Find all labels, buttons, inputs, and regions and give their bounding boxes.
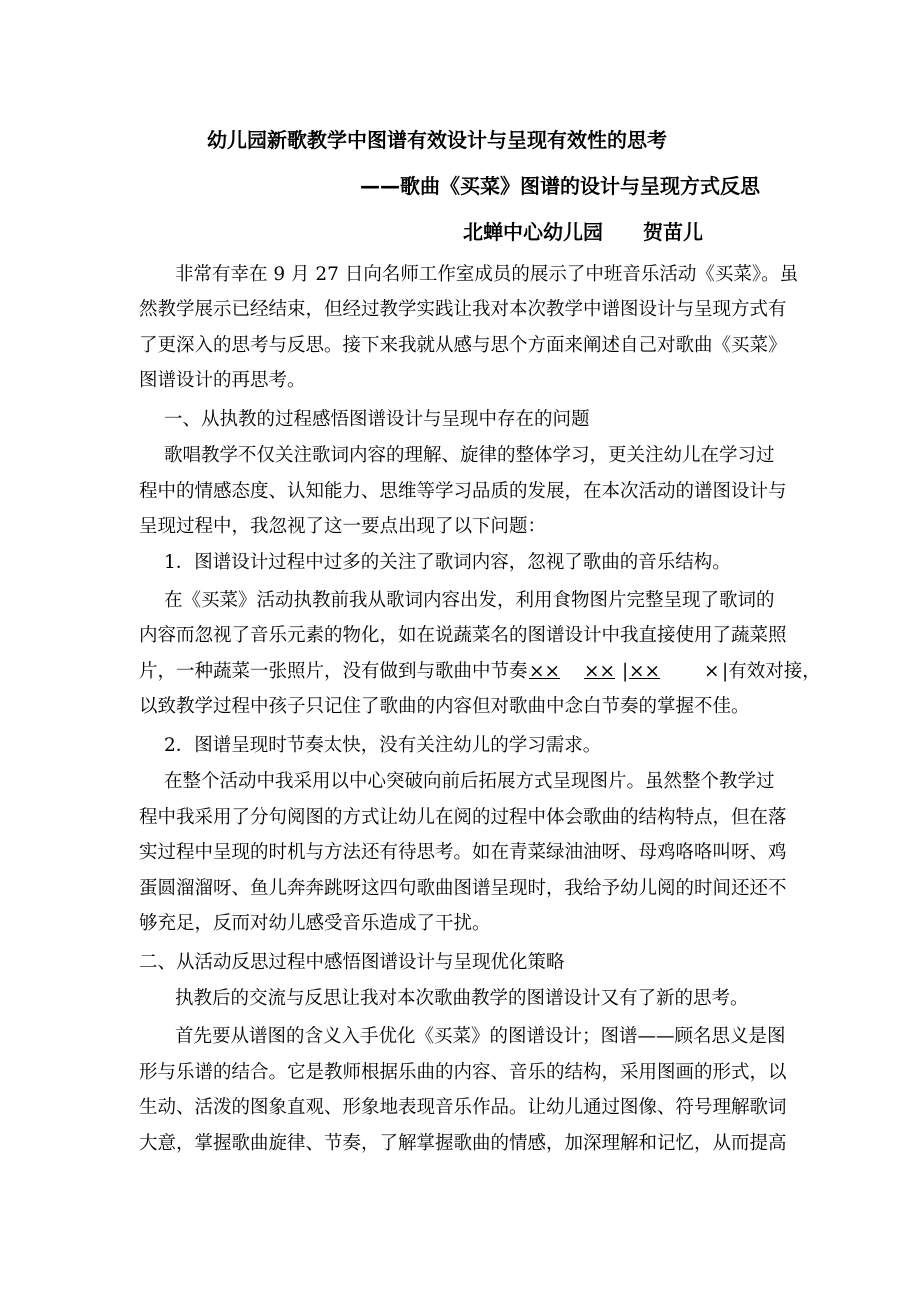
- paragraph-line: |有效对接，: [722, 661, 821, 682]
- paragraph-line: 了更深入的思考与反思。接下来我就从感与思个方面来阐述自己对歌曲《买菜》: [139, 335, 787, 356]
- paragraph-line: 程中的情感态度、认知能力、思维等学习品质的发展，在本次活动的谱图设计与: [139, 481, 787, 502]
- bar-line: |: [622, 661, 629, 682]
- paragraph-line: 形与乐谱的结合。它是教师根据乐曲的内容、音乐的结构，采用图画的形式，以: [139, 1062, 787, 1083]
- paragraph-line: 呈现过程中，我忽视了这一要点出现了以下问题：: [139, 516, 547, 537]
- paragraph-line: 实过程中呈现的时机与方法还有待思考。如在青菜绿油油呀、母鸡咯咯叫呀、鸡: [139, 842, 787, 863]
- paragraph-line: 非常有幸在 9 月 27 日向名师工作室成员的展示了中班音乐活动《买菜》。虽: [175, 264, 799, 285]
- rhythm-notation: ××: [629, 661, 661, 682]
- paragraph-line: 内容而忽视了音乐元素的物化，如在说蔬菜名的图谱设计中我直接使用了蔬菜照: [139, 625, 787, 646]
- paragraph-line: 生动、活泼的图象直观、形象地表现音乐作品。让幼儿通过图像、符号理解歌词: [139, 1097, 787, 1118]
- paragraph-line: 片，一种蔬菜一张照片，没有做到与歌曲中节奏: [139, 661, 528, 682]
- section-heading: 一、从执教的过程感悟图谱设计与呈现中存在的问题: [164, 409, 590, 430]
- rhythm-notation: ××: [584, 661, 616, 682]
- paragraph-line: 以致教学过程中孩子只记住了歌曲的内容但对歌曲中念白节奏的掌握不佳。: [139, 696, 750, 717]
- paragraph-line: 程中我采用了分句阅图的方式让幼儿在阅的过程中体会歌曲的结构特点，但在落: [139, 807, 787, 828]
- rhythm-notation: ×: [704, 661, 720, 682]
- list-item: 2．图谱呈现时节奏太快，没有关注幼儿的学习需求。: [164, 735, 602, 756]
- list-item: 1．图谱设计过程中过多的关注了歌词内容，忽视了歌曲的音乐结构。: [164, 552, 731, 573]
- paragraph-line: 执教后的交流与反思让我对本次歌曲教学的图谱设计又有了新的思考。: [175, 988, 749, 1009]
- paragraph-line: 首先要从谱图的含义入手优化《买菜》的图谱设计；图谱——顾名思义是图: [175, 1026, 786, 1047]
- doc-subtitle: ——歌曲《买菜》图谱的设计与呈现方式反思: [360, 174, 760, 198]
- rhythm-notation: ××: [529, 661, 561, 682]
- section-heading: 二、从活动反思过程中感悟图谱设计与呈现优化策略: [139, 952, 565, 973]
- paragraph-line: 在整个活动中我采用以中心突破向前后拓展方式呈现图片。虽然整个教学过: [164, 771, 775, 792]
- paragraph-line: 够充足，反而对幼儿感受音乐造成了干扰。: [139, 913, 491, 934]
- paragraph-line: 大意，掌握歌曲旋律、节奏，了解掌握歌曲的情感，加深理解和记忆，从而提高: [139, 1133, 787, 1154]
- paragraph-line: 在《买菜》活动执教前我从歌词内容出发，利用食物图片完整呈现了歌词的: [164, 590, 775, 611]
- paragraph-line: 蛋圆溜溜呀、鱼儿奔奔跳呀这四句歌曲图谱呈现时，我给予幼儿阅的时间还还不: [139, 878, 787, 899]
- paragraph-line: 然教学展示已经结束，但经过教学实践让我对本次教学中谱图设计与呈现方式有: [139, 299, 787, 320]
- paragraph-line: 图谱设计的再思考。: [139, 370, 306, 391]
- paragraph-line: 歌唱教学不仅关注歌词内容的理解、旋律的整体学习，更关注幼儿在学习过: [164, 445, 775, 466]
- doc-title: 幼儿园新歌教学中图谱有效设计与呈现有效性的思考: [207, 128, 667, 152]
- doc-author: 北蝉中心幼儿园 贺苗儿: [463, 220, 703, 244]
